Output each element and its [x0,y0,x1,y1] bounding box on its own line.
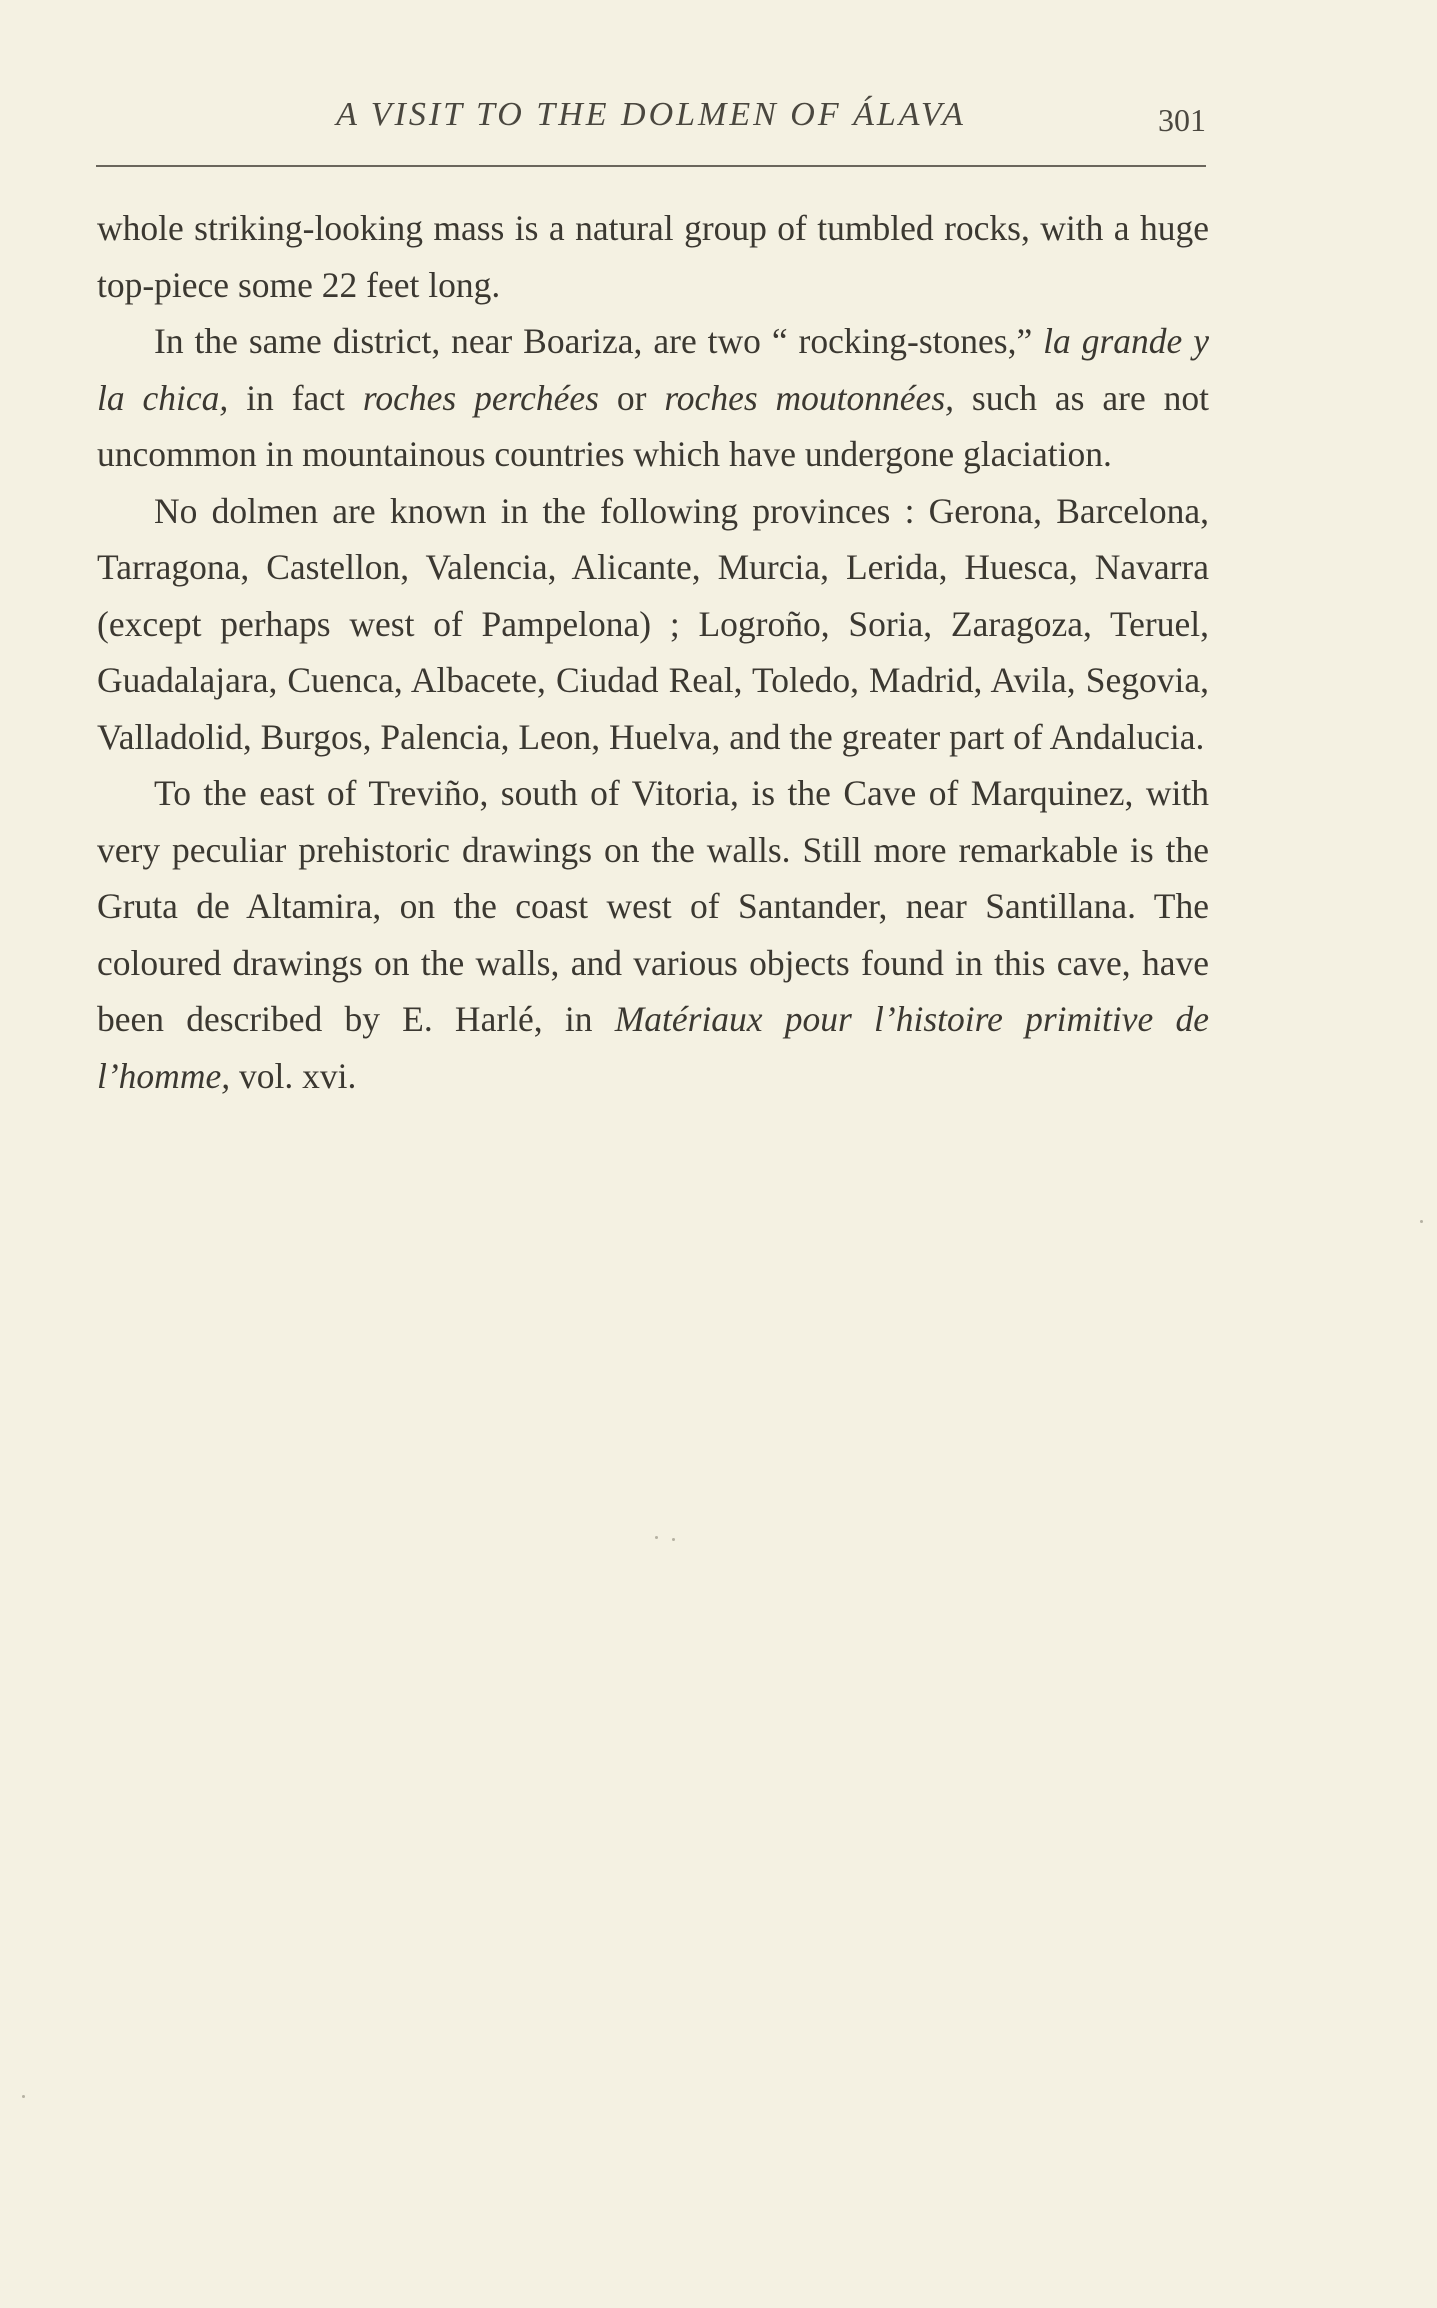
paragraph-2-text-a: In the same district, near Boariza, are two “ rocking-stones,” [154,321,1044,361]
running-title: A VISIT TO THE DOLMEN OF ÁLAVA [336,96,966,133]
paragraph-2-italic-roches-perchees: roches perchées [362,377,599,418]
body-text [97,200,1209,1104]
page-number: 301 [1158,102,1206,138]
page-header [96,88,1206,148]
paragraph-3-text: No dolmen are known in the following provinces : Gerona, Barcelona, Tarragona, Castellon, Valencia, Alicante, Murcia, Lerida, Huesca, Navarra (except perhaps west of Pampelona) ; Logroño, Soria, Zaragoza, Teruel, Guadalajara, Cuenca, Albacete, Ciudad Real, Toledo, Madrid, Avila, Segovia, Valladolid, Burgos, Palencia, Leon, Huelva, and the greater part of Andalucia. [97,490,1209,757]
paragraph-2-italic-la-grande: la grande y la chica, [97,321,1209,418]
header-rule [96,165,1206,167]
paragraph-4-italic-materiaux: Matériaux pour l’histoire primitive de l’homme, [97,999,1209,1096]
paper-speck [672,1538,675,1541]
paper-speck [655,1536,658,1539]
paragraph-2-text-e: or [598,377,665,418]
paragraph-2-text-g: such as are not uncommon in mountainous countries which have undergone glaciation. [97,377,1210,474]
paragraph-3 [97,483,1209,766]
paragraph-4-text-c: vol. xvi. [230,1055,357,1096]
paragraph-1 [97,200,1209,313]
paragraph-1-text: whole striking-looking mass is a natural group of tumbled rocks, with a huge top-piece some 22 feet long. [97,208,1209,305]
paper-speck [1420,1220,1423,1223]
paragraph-4 [97,765,1209,1104]
paragraph-2-italic-roches-moutonnees: roches moutonnées, [664,377,955,418]
paragraph-2 [97,313,1209,483]
paragraph-4-text-a: To the east of Treviño, south of Vitoria, is the Cave of Marquinez, with very peculiar prehistoric drawings on the walls. Still more remarkable is the Gruta de Altamira, on the coast west of Santander, near Santillana. The coloured drawings on the walls, and various objects found in this cave, have been described by E. Harlé, in [97,773,1209,1039]
paragraph-2-text-c: in fact [228,377,363,418]
paper-speck [22,2095,25,2098]
